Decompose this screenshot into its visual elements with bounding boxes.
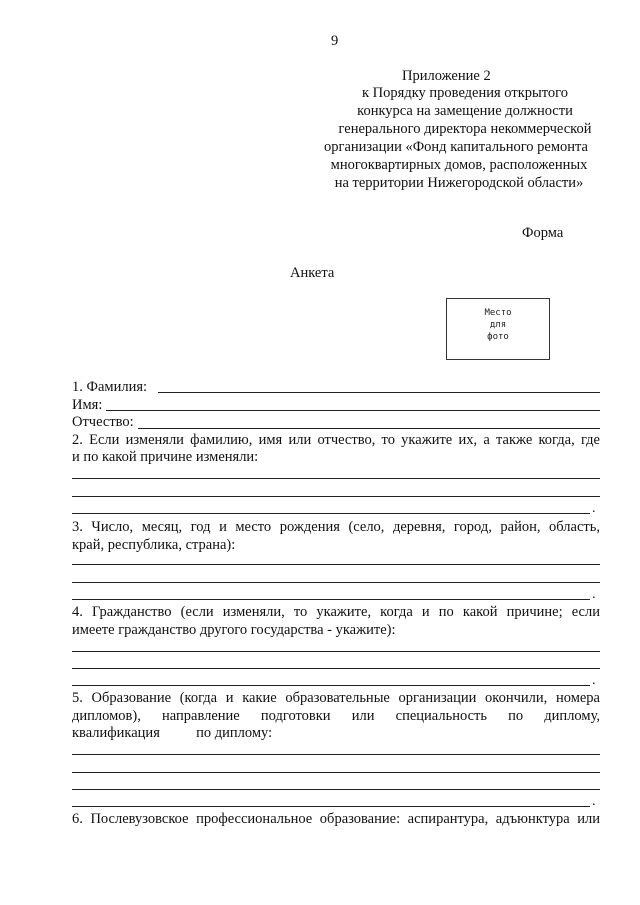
surname-field[interactable] bbox=[158, 392, 600, 393]
appendix-line-3: генерального директора некоммерческой bbox=[338, 121, 592, 137]
question-3-answer-line-2[interactable] bbox=[72, 582, 600, 583]
page-number: 9 bbox=[331, 33, 339, 49]
question-4-line-2: имеете гражданство другого государства - укажите): bbox=[72, 622, 396, 638]
document-title: Анкета bbox=[290, 265, 335, 281]
question-2-answer-line-2[interactable] bbox=[72, 496, 600, 497]
name-field[interactable] bbox=[106, 410, 600, 411]
question-2-line-1: 2. Если изменяли фамилию, имя или отчество, то укажите их, а также когда, где bbox=[72, 432, 600, 448]
question-3-end-dot: . bbox=[592, 587, 596, 602]
question-2-answer-line-1[interactable] bbox=[72, 478, 600, 479]
question-5-end-dot: . bbox=[592, 794, 596, 809]
photo-placeholder bbox=[446, 298, 550, 360]
question-3-answer-line-3[interactable] bbox=[72, 599, 590, 600]
question-5-line-3: квалификация по диплому: bbox=[72, 725, 273, 741]
photo-label-line-1: Место bbox=[484, 308, 512, 318]
patronymic-label: Отчество: bbox=[72, 414, 134, 430]
appendix-line-2: конкурса на замещение должности bbox=[357, 103, 573, 119]
question-2-end-dot: . bbox=[592, 501, 596, 516]
photo-label-line-2: для bbox=[489, 320, 507, 330]
question-3-line-2: край, республика, страна): bbox=[72, 537, 236, 553]
question-5-answer-line-4[interactable] bbox=[72, 806, 590, 807]
question-5-answer-line-2[interactable] bbox=[72, 772, 600, 773]
appendix-line-5: многоквартирных домов, расположенных bbox=[330, 157, 588, 173]
appendix-line-6: на территории Нижегородской области» bbox=[334, 175, 584, 191]
question-4-answer-line-3[interactable] bbox=[72, 685, 590, 686]
question-4-line-1: 4. Гражданство (если изменяли, то укажите, когда и по какой причине; если bbox=[72, 604, 600, 620]
appendix-line-1: к Порядку проведения открытого bbox=[362, 85, 568, 101]
question-2-answer-line-3[interactable] bbox=[72, 513, 590, 514]
name-label: Имя: bbox=[72, 397, 103, 413]
question-5-line-2: дипломов), направление подготовки или специальность по диплому, bbox=[72, 708, 600, 724]
surname-label: 1. Фамилия: bbox=[72, 379, 148, 395]
question-4-end-dot: . bbox=[592, 673, 596, 688]
question-2-line-2: и по какой причине изменяли: bbox=[72, 449, 259, 465]
question-6-line-1: 6. Послевузовское профессиональное образование: аспирантура, адъюнктура или bbox=[72, 811, 600, 827]
question-3-line-1: 3. Число, месяц, год и место рождения (село, деревня, город, район, область, bbox=[72, 519, 600, 535]
appendix-title: Приложение 2 bbox=[402, 68, 491, 84]
photo-label-line-3: фото bbox=[487, 332, 509, 342]
question-5-answer-line-1[interactable] bbox=[72, 754, 600, 755]
question-5-answer-line-3[interactable] bbox=[72, 789, 600, 790]
question-4-answer-line-2[interactable] bbox=[72, 668, 600, 669]
question-5-line-1: 5. Образование (когда и какие образовательные организации окончили, номера bbox=[72, 690, 600, 706]
question-3-answer-line-1[interactable] bbox=[72, 564, 600, 565]
appendix-line-4: организации «Фонд капитального ремонта bbox=[324, 139, 588, 155]
patronymic-field[interactable] bbox=[138, 428, 600, 429]
form-label: Форма bbox=[522, 225, 564, 241]
question-4-answer-line-1[interactable] bbox=[72, 651, 600, 652]
